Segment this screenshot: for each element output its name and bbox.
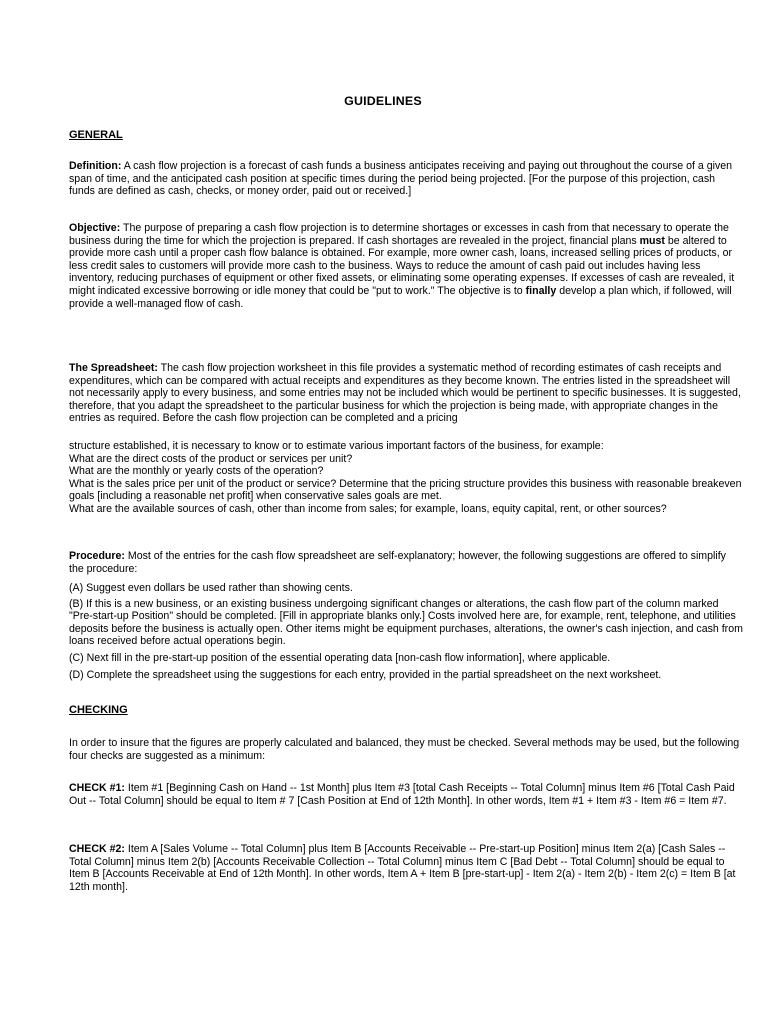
objective-text-3: develop a plan which, if followed, will provide a well-managed flow of cash. [69, 284, 732, 310]
check-2-paragraph [69, 843, 743, 893]
factor-question-2: What are the monthly or yearly costs of the operation? [69, 465, 324, 478]
procedure-step-b: (B) If this is a new business, or an existing business undergoing significant changes or alterations, the cash flow part of the column marked "Pre-start-up Position" should be completed. [Fill in appropriate blanks only.] Costs involved here are, for example, rent, telephone, and utilities deposits before the business is actually open. Other items might be equipment purchases, alterations, the owner's cash injection, and cash from loans received before actual operations begin. [69, 597, 743, 648]
factor-question-4: What are the available sources of cash, other than income from sales; for example, loans, equity capital, rent, or other sources? [69, 502, 667, 515]
definition-text: A cash flow projection is a forecast of cash funds a business anticipates receiving and paying out throughout the course of a given span of time, and the anticipated cash position at specific times during the period being projected. [For the purpose of this projection, cash funds are defined as cash, checks, or money order, paid out or received.] [69, 160, 733, 198]
spreadsheet-continuation: structure established, it is necessary to know or to estimate various important factors of the business, for example: [69, 440, 604, 452]
check-1-label: CHECK #1: [69, 782, 125, 794]
check-1-paragraph [69, 782, 743, 807]
factor-question-1: What are the direct costs of the product or services per unit? [69, 452, 353, 465]
procedure-step-d: (D) Complete the spreadsheet using the suggestions for each entry, provided in the partial spreadsheet on the next worksheet. [69, 668, 662, 681]
procedure-step-c: (C) Next fill in the pre-start-up position of the essential operating data [non-cash flow information], where applicable. [69, 651, 611, 664]
check-2-text: Item A [Sales Volume -- Total Column] plus Item B [Accounts Receivable -- Pre-start-up Position] minus Item 2(a) [Cash Sales -- Total Column] minus Item 2(b) [Accounts Receivable Collection -- Total Column] minus Item C [Bad Debt -- Total Column] should be equal to Item B [Accounts Receivable at End of 12th Month]. In other words, Item A + Item B [pre-start-up] - Item 2(a) - Item 2(b) - Item 2(c) = Item B [at 12th month]. [69, 843, 736, 893]
page-title: GUIDELINES [344, 94, 422, 108]
objective-paragraph [69, 222, 743, 310]
procedure-paragraph [69, 550, 743, 575]
spreadsheet-paragraph [69, 362, 743, 425]
objective-label: Objective: [69, 222, 121, 234]
factor-question-3: What is the sales price per unit of the product or service? Determine that the pricing structure provides this business with reasonable breakeven goals [including a reasonable net profit] when conservative sales goals are met. [69, 477, 742, 503]
spreadsheet-label: The Spreadsheet: [69, 362, 158, 374]
procedure-step-a: (A) Suggest even dollars be used rather than showing cents. [69, 582, 353, 594]
objective-emphasis-must: must [639, 234, 665, 247]
objective-text-1: The purpose of preparing a cash flow projection is to determine shortages or excesses in cash from that necessary to operate the business during the time for which the projection is prepared. If cash shortages are revealed in the project, financial plans [69, 222, 729, 247]
procedure-steps [69, 582, 743, 681]
spreadsheet-text: The cash flow projection worksheet in this file provides a systematic method of recording estimates of cash receipts and expenditures, which can be compared with actual receipts and expenditures as they become known. The entries listed in the spreadsheet will not necessarily apply to every business, and some entries may not be included which would be pertinent to specific businesses. It is suggested, therefore, that you adapt the spreadsheet to the particular business for which the projection is being made, with appropriate changes in the entries as required. Before the cash flow projection can be completed and a pricing [69, 362, 741, 425]
section-heading-general: GENERAL [69, 129, 123, 141]
definition-label: Definition: [69, 160, 122, 172]
procedure-text: Most of the entries for the cash flow spreadsheet are self-explanatory; however, the following suggestions are offered to simplify the procedure: [69, 550, 726, 575]
objective-emphasis-finally: finally [525, 284, 557, 297]
check-1-text: Item #1 [Beginning Cash on Hand -- 1st Month] plus Item #3 [total Cash Receipts -- Total Column] minus Item #6 [Total Cash Paid Out -- Total Column] should be equal to Item # 7 [Cash Position at End of 12th Month]. In other words, Item #1 + Item #3 - Item #6 = Item #7. [69, 782, 735, 807]
checking-intro: In order to insure that the figures are properly calculated and balanced, they must be checked. Several methods may be used, but the following four checks are suggested as a minimum: [69, 737, 740, 762]
objective-text-2: be altered to provide more cash until a proper cash flow balance is obtained. For example, more owner cash, loans, increased selling prices of products, or less credit sales to customers will provide more cash to the business. Ways to reduce the amount of cash paid out includes having less inventory, reducing purchases of equipment or other fixed assets, or eliminating some operating expenses. If excesses of cash are revealed, it might indicated excessive borrowing or idle money that could be "put to work." The objective is to [69, 234, 735, 297]
procedure-label: Procedure: [69, 550, 125, 562]
spreadsheet-factors [69, 440, 743, 516]
check-2-label: CHECK #2: [69, 843, 125, 855]
section-heading-checking: CHECKING [69, 704, 128, 716]
definition-paragraph [69, 160, 743, 198]
